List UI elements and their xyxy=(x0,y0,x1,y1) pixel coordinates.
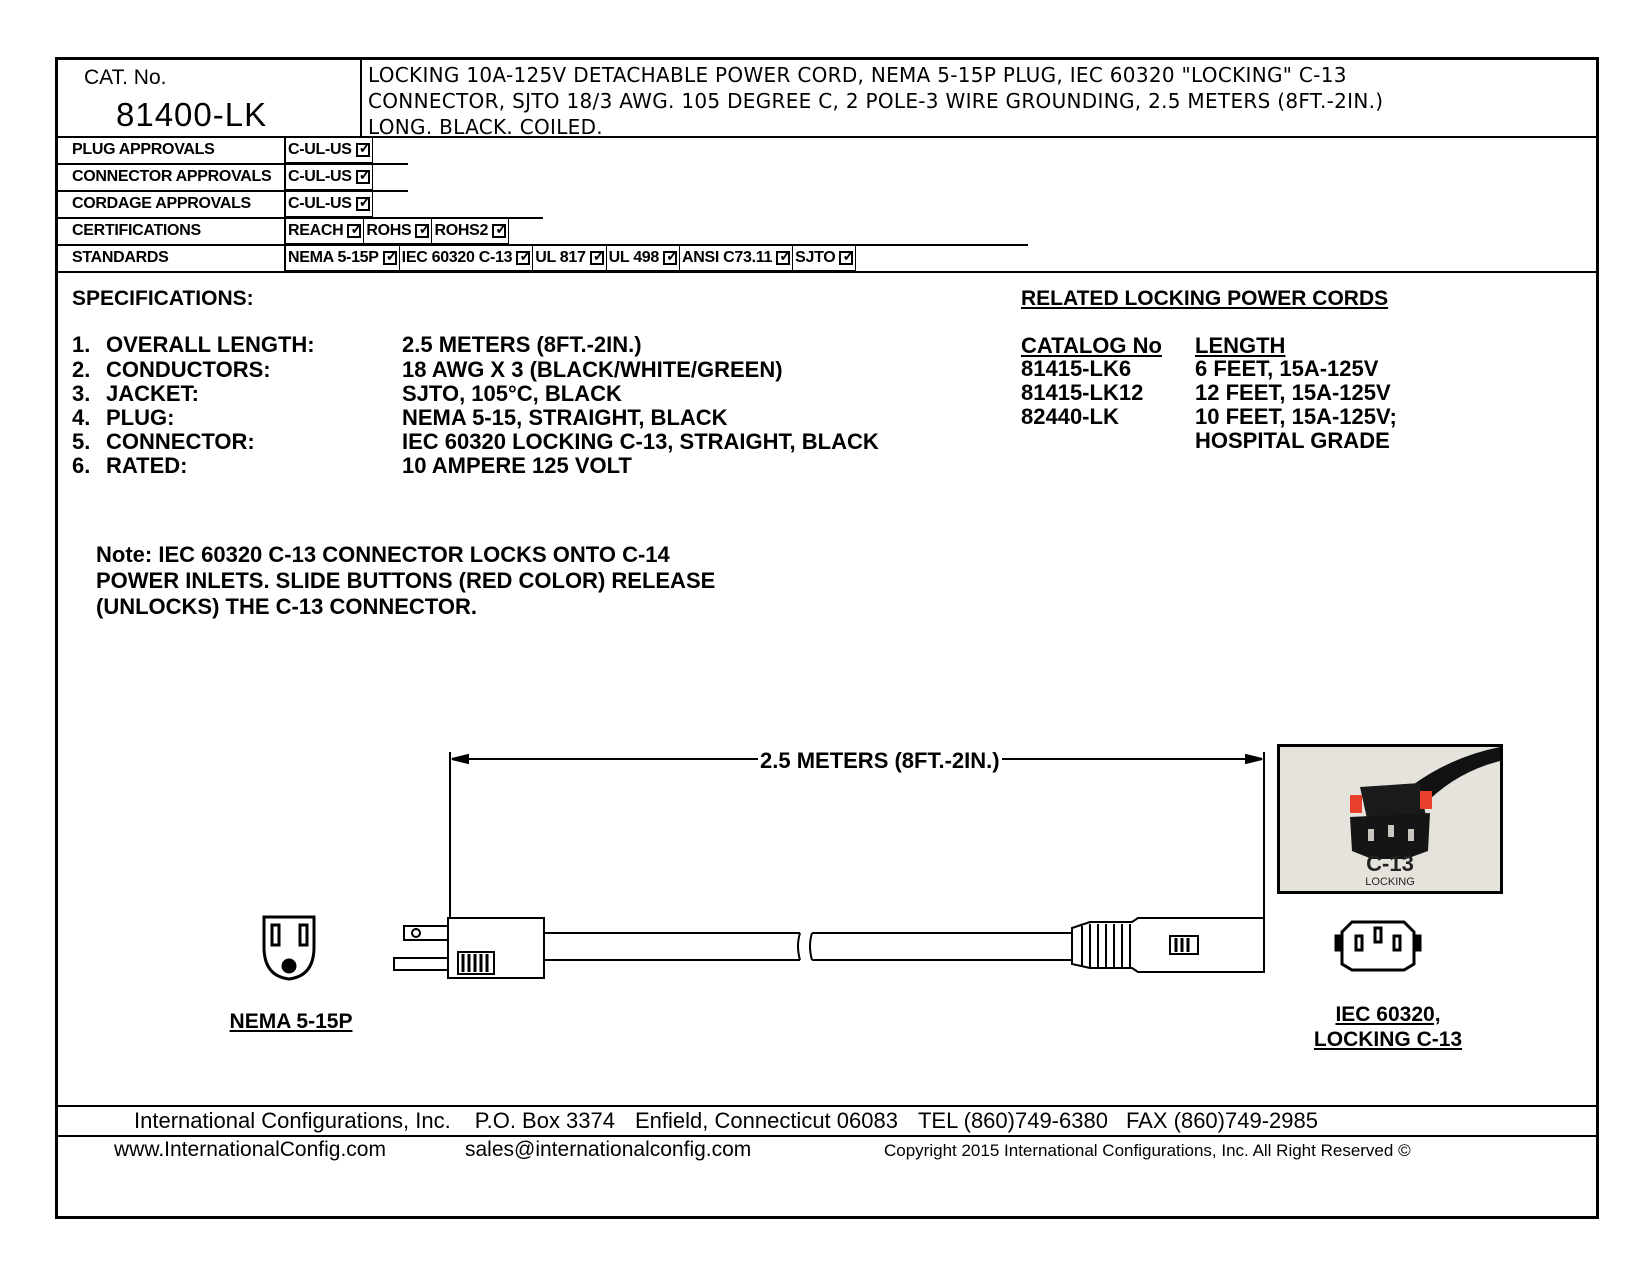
approval-label: STANDARDS xyxy=(58,245,286,271)
footer-city: Enfield, Connecticut 06083 xyxy=(635,1108,898,1133)
related-catalog: 81415-LK12 xyxy=(1021,380,1144,405)
spec-label: CONDUCTORS: xyxy=(106,357,271,382)
plug-label: NEMA 5-15P xyxy=(229,1010,353,1033)
standard-value: NEMA 5-15P xyxy=(288,249,379,266)
cat-label: CAT. No. xyxy=(84,66,167,89)
certification-value: ROHS2 xyxy=(434,222,489,239)
spec-label: OVERALL LENGTH: xyxy=(106,332,315,357)
related-length: HOSPITAL GRADE xyxy=(1195,428,1390,453)
footer-contact-row xyxy=(58,1105,1596,1137)
spec-num: 4. xyxy=(72,405,91,430)
related-length-header: LENGTH xyxy=(1195,333,1286,358)
related-cords-title: RELATED LOCKING POWER CORDS xyxy=(1021,287,1389,310)
cat-number: 81400-LK xyxy=(116,96,268,133)
spec-num: 3. xyxy=(72,381,91,406)
spec-num: 1. xyxy=(72,332,91,357)
connector-label-line: IEC 60320, xyxy=(1335,1003,1441,1026)
approval-label: PLUG APPROVALS xyxy=(58,137,286,163)
spec-value: 2.5 METERS (8FT.-2IN.) xyxy=(402,332,642,357)
spec-value: SJTO, 105°C, BLACK xyxy=(402,381,622,406)
related-length: 12 FEET, 15A-125V xyxy=(1195,380,1391,405)
footer-tel: TEL (860)749-6380 xyxy=(917,1108,1108,1133)
note-line: POWER INLETS. SLIDE BUTTONS (RED COLOR) RELEASE xyxy=(96,568,716,593)
approval-value: C-UL-US xyxy=(288,141,352,158)
footer-web-row xyxy=(58,1135,1596,1163)
footer-email[interactable]: sales@internationalconfig.com xyxy=(465,1138,752,1161)
related-length: 6 FEET, 15A-125V xyxy=(1195,356,1379,381)
footer-fax: FAX (860)749-2985 xyxy=(1125,1108,1318,1133)
spec-label: CONNECTOR: xyxy=(106,429,255,454)
footer-website[interactable]: www.InternationalConfig.com xyxy=(114,1138,386,1161)
note-line: (UNLOCKS) THE C-13 CONNECTOR. xyxy=(96,594,477,619)
related-catalog: 81415-LK6 xyxy=(1021,356,1132,381)
standard-value: IEC 60320 C-13 xyxy=(401,249,513,266)
connector-label-line: LOCKING C-13 xyxy=(1313,1028,1463,1051)
plug-side-view xyxy=(394,918,1072,978)
spec-num: 5. xyxy=(72,429,91,454)
standard-value: UL 498 xyxy=(608,249,659,266)
spec-num: 6. xyxy=(72,453,91,478)
spec-label: JACKET: xyxy=(106,381,199,406)
approval-label: CERTIFICATIONS xyxy=(58,218,286,244)
certification-value: REACH xyxy=(288,222,344,239)
spec-value: IEC 60320 LOCKING C-13, STRAIGHT, BLACK xyxy=(402,429,879,454)
standard-value: UL 817 xyxy=(535,249,586,266)
approval-label: CORDAGE APPROVALS xyxy=(58,191,286,217)
approval-value: C-UL-US xyxy=(288,195,352,212)
approval-label: CONNECTOR APPROVALS xyxy=(58,164,286,190)
description-line: LONG. BLACK. COILED. xyxy=(368,115,603,139)
spec-value: 18 AWG X 3 (BLACK/WHITE/GREEN) xyxy=(402,357,783,382)
description-line: LOCKING 10A-125V DETACHABLE POWER CORD, NEMA 5-15P PLUG, IEC 60320 "LOCKING" C-13 xyxy=(368,63,1347,87)
standard-value: SJTO xyxy=(795,249,836,266)
description-line: CONNECTOR, SJTO 18/3 AWG. 105 DEGREE C, 2 POLE-3 WIRE GROUNDING, 2.5 METERS (8FT.-2IN.) xyxy=(368,89,1384,113)
connector-photo xyxy=(1277,744,1503,894)
spec-num: 2. xyxy=(72,357,91,382)
spec-value: NEMA 5-15, STRAIGHT, BLACK xyxy=(402,405,728,430)
footer-company: International Configurations, Inc. xyxy=(134,1108,451,1133)
photo-title: C-13 xyxy=(1366,851,1414,876)
footer-copyright: Copyright 2015 International Configurations, Inc. All Right Reserved © xyxy=(884,1141,1411,1160)
c13-connector-face-icon xyxy=(1336,922,1420,970)
connector-label xyxy=(1298,1002,1478,1052)
photo-subtitle: LOCKING xyxy=(1365,876,1415,888)
spec-value: 10 AMPERE 125 VOLT xyxy=(402,453,632,478)
specifications-title: SPECIFICATIONS: xyxy=(72,287,254,310)
drawing-frame xyxy=(55,57,1599,1219)
dimension-label: 2.5 METERS (8FT.-2IN.) xyxy=(760,748,1000,773)
approval-value: C-UL-US xyxy=(288,168,352,185)
certification-value: ROHS xyxy=(366,222,412,239)
related-length: 10 FEET, 15A-125V; xyxy=(1195,404,1397,429)
note-line: Note: IEC 60320 C-13 CONNECTOR LOCKS ONTO C-14 xyxy=(96,542,670,567)
footer-pobox: P.O. Box 3374 xyxy=(474,1108,615,1133)
related-catalog: 82440-LK xyxy=(1021,404,1119,429)
cord-drawing xyxy=(58,60,1596,1100)
nema-plug-face-icon xyxy=(264,917,314,979)
spec-label: RATED: xyxy=(106,453,188,478)
connector-side-view xyxy=(1072,918,1264,972)
spec-label: PLUG: xyxy=(106,405,175,430)
standard-value: ANSI C73.11 xyxy=(682,249,773,266)
related-catalog-header: CATALOG No xyxy=(1021,333,1162,358)
